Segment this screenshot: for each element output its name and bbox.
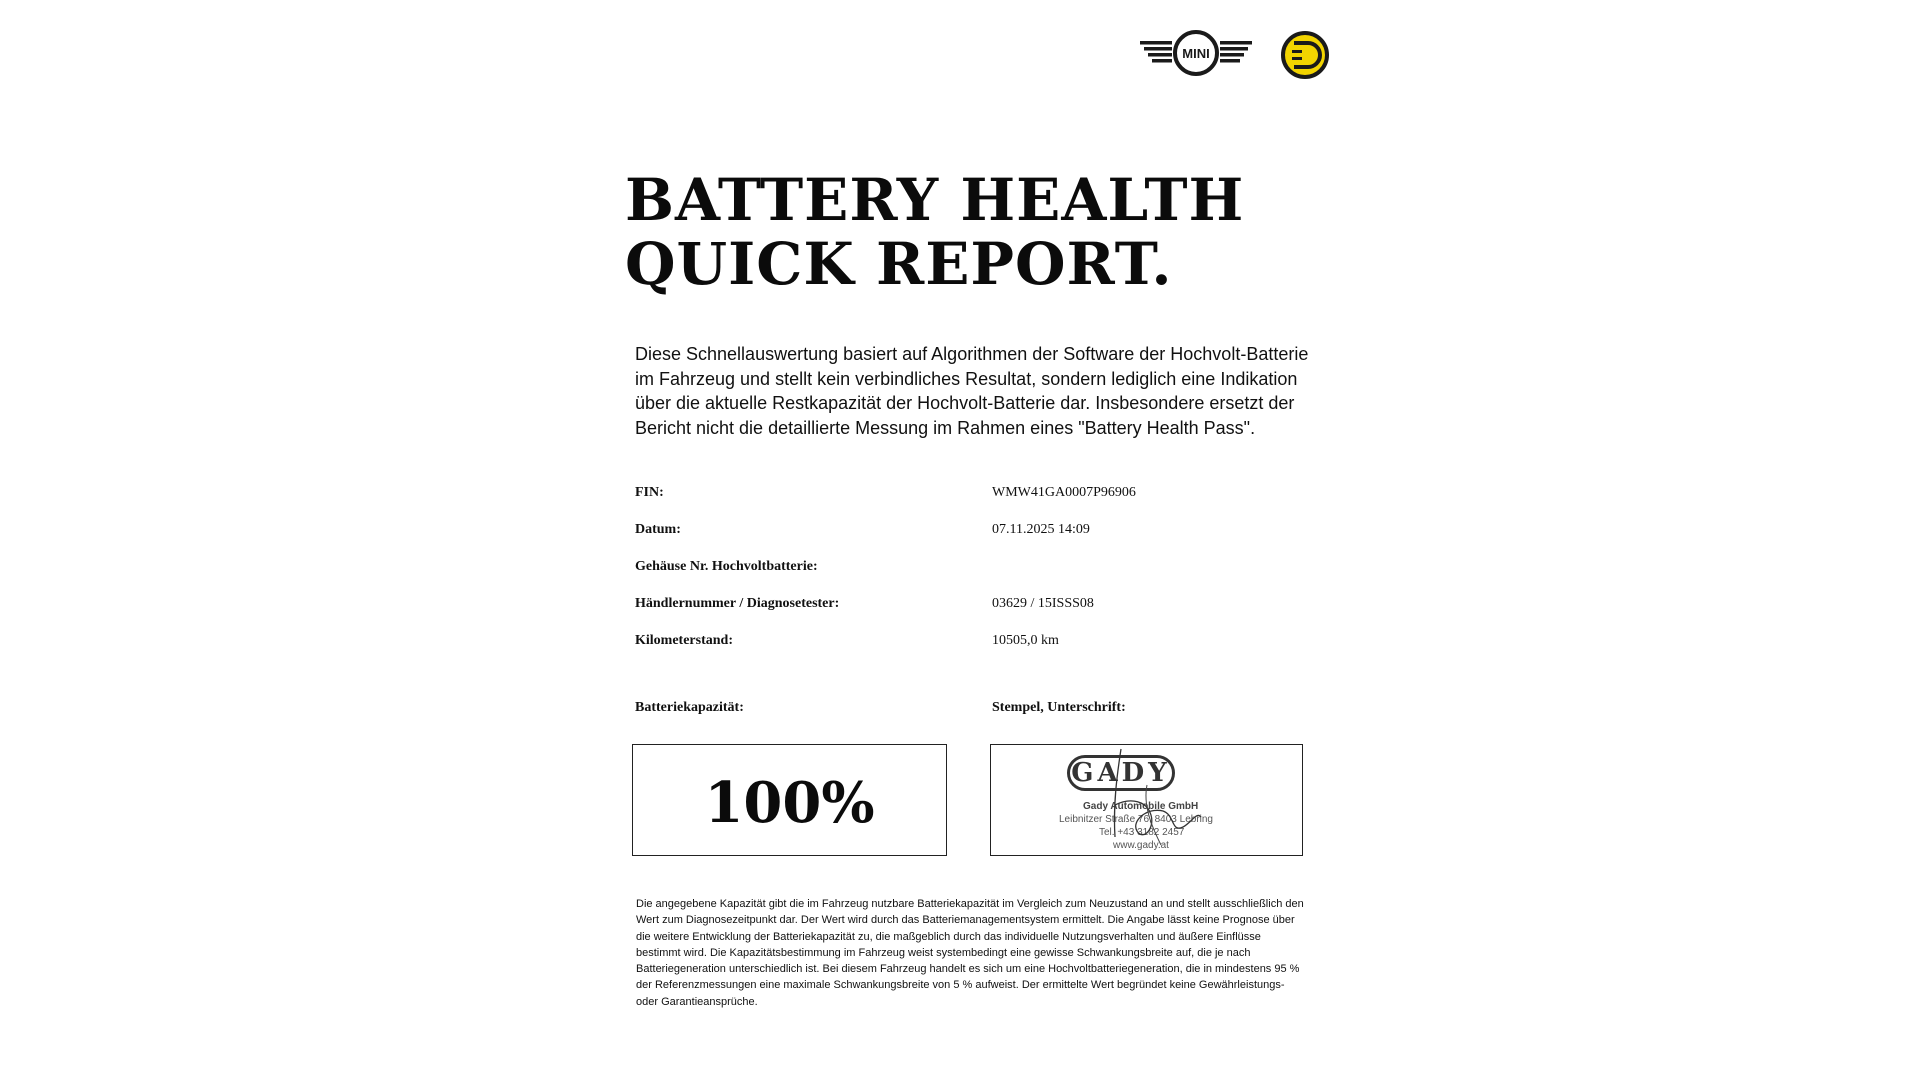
info-row-date [635, 522, 1315, 559]
title-line-2: QUICK REPORT. [625, 230, 1173, 298]
date-label: Datum: [635, 522, 681, 537]
fin-value: WMW41GA0007P96906 [992, 485, 1136, 500]
disclaimer-text: Die angegebene Kapazität gibt die im Fahrzeug nutzbare Batteriekapazität im Vergleich zum Neuzustand an und stellt ausschließlich den Wert zum Diagnosezeitpunkt dar. Der Wert wird durch das Batteriemanagementsystem ermittelt. Die Angabe lässt keine Prognose über die weitere Entwicklung der Batteriekapazität zu, die maßgeblich durch das individuelle Nutzungsverhalten und äußere Einflüsse bestimmt wird. Die Kapazitätsbestimmung im Fahrzeug weist systembedingt eine gewisse Schwankungsbreite auf, die je nach Batteriegeneration unterschiedlich ist. Bei diesem Fahrzeug handelt es sich um eine Hochvoltbatteriegeneration, die in mindestens 95 % der Referenzmessungen eine maximale Schwankungsbreite von 5 % aufweist. Der ermittelte Wert begründet keine Gewährleistungs- oder Garantieansprüche. [636, 898, 1304, 1008]
mini-logo-text: MINI [1182, 46, 1210, 61]
info-row-battery-housing [635, 559, 1315, 596]
stamp-address: Leibnitzer Straße 76, 8403 Lebring [1059, 814, 1213, 825]
stamp-box [990, 744, 1303, 856]
fin-label: FIN: [635, 485, 664, 500]
capacity-box [632, 744, 947, 856]
battery-housing-label: Gehäuse Nr. Hochvoltbatterie: [635, 559, 818, 574]
stamp-phone: Tel. +43 3182 2457 [1099, 827, 1185, 838]
capacity-label: Batteriekapazität: [635, 700, 744, 715]
dealer-label: Händlernummer / Diagnosetester: [635, 596, 840, 611]
capacity-value: 100% [704, 770, 875, 836]
mileage-value: 10505,0 km [992, 633, 1059, 648]
intro-paragraph: Diese Schnellauswertung basiert auf Algorithmen der Software der Hochvolt-Batterie im Fahrzeug und stellt kein verbindliches Resultat, sondern lediglich eine Indikation über die aktuelle Restkapazität der Hochvolt-Batterie dar. Insbesondere ersetzt der Bericht nicht die detaillierte Messung im Rahmen eines "Battery Health Pass". [635, 344, 1309, 438]
signature-icon [1051, 745, 1251, 856]
stamp-label: Stempel, Unterschrift: [992, 700, 1126, 715]
date-value: 07.11.2025 14:09 [992, 522, 1090, 537]
stamp-web: www.gady.at [1113, 840, 1169, 851]
stamp-logo: GADY [1067, 755, 1175, 791]
vehicle-info-table [635, 485, 1315, 670]
info-row-mileage [635, 633, 1315, 670]
mini-wings-logo-icon [1140, 28, 1252, 78]
mini-electric-plug-logo-icon [1280, 30, 1330, 80]
stamp-company: Gady Automobile GmbH [1083, 801, 1199, 812]
dealer-value: 03629 / 15ISSS08 [992, 596, 1094, 611]
report-title [625, 168, 1244, 296]
title-line-1: BATTERY HEALTH [625, 166, 1245, 234]
info-row-dealer [635, 596, 1315, 633]
info-row-fin [635, 485, 1315, 522]
mileage-label: Kilometerstand: [635, 633, 733, 648]
